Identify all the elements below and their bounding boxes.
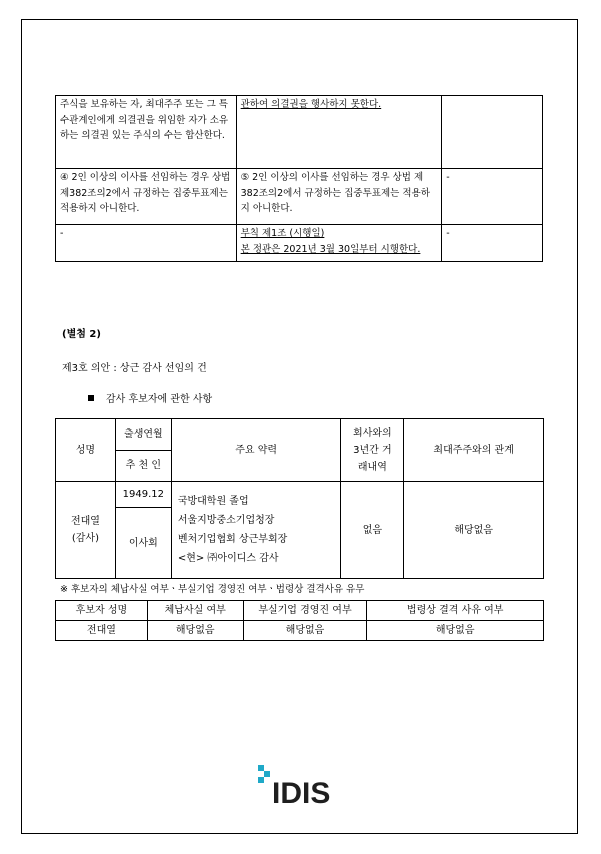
candidate-table bbox=[55, 418, 544, 579]
table-row bbox=[56, 225, 543, 262]
table-row bbox=[56, 621, 544, 641]
table-row bbox=[56, 482, 544, 508]
header-recommender: 추 천 인 bbox=[115, 450, 171, 482]
current-clause: - bbox=[56, 225, 237, 262]
amended-clause bbox=[236, 225, 442, 262]
insolvent-exec-cell: 해당없음 bbox=[243, 621, 367, 641]
header-tax-arrears: 체납사실 여부 bbox=[147, 601, 243, 621]
amendment-table bbox=[55, 95, 543, 262]
candidate-transactions: 없음 bbox=[341, 482, 404, 579]
remark-cell: - bbox=[442, 225, 543, 262]
current-clause: ④ 2인 이상의 이사를 선임하는 경우 상법 제382조의2에서 규정하는 집중투표제는 적용하지 아니한다. bbox=[56, 169, 237, 225]
disqualification-table bbox=[55, 600, 544, 641]
addendum-body: 본 정관은 2021년 3월 30일부터 시행한다. bbox=[240, 243, 421, 255]
remark-cell bbox=[442, 96, 543, 169]
header-career: 주요 약력 bbox=[171, 419, 341, 482]
candidate-name-cell: 전대열 bbox=[56, 621, 148, 641]
header-transactions: 회사와의 3년간 거래내역 bbox=[341, 419, 404, 482]
amended-clause: 관하여 의결권을 행사하지 못한다. bbox=[236, 96, 442, 169]
square-bullet-icon bbox=[88, 395, 94, 401]
candidate-recommender: 이사회 bbox=[115, 508, 171, 579]
remark-cell: - bbox=[442, 169, 543, 225]
appendix-title: (별첨 2) bbox=[62, 329, 101, 340]
bullet-text: 감사 후보자에 관한 사항 bbox=[106, 394, 213, 405]
agenda-title: 제3호 의안 : 상근 감사 선임의 건 bbox=[62, 363, 207, 374]
candidate-birth: 1949.12 bbox=[115, 482, 171, 508]
table-header-row bbox=[56, 419, 544, 451]
bullet-heading bbox=[88, 390, 212, 405]
table-row bbox=[56, 96, 543, 169]
idis-logo-icon bbox=[258, 765, 350, 805]
candidate-relation: 해당없음 bbox=[404, 482, 544, 579]
header-candidate: 후보자 성명 bbox=[56, 601, 148, 621]
current-clause: 주식을 보유하는 자, 최대주주 또는 그 특수관계인에게 의결권을 위임한 자가 소유하는 의결권 있는 주식의 수는 합산한다. bbox=[56, 96, 237, 169]
candidate-career: 국방대학원 졸업 서울지방중소기업청장 벤처기업협회 상근부회장 <현> ㈜아이디스 감사 bbox=[171, 482, 341, 579]
header-relation: 최대주주와의 관계 bbox=[404, 419, 544, 482]
header-insolvent-exec: 부실기업 경영진 여부 bbox=[243, 601, 367, 621]
header-birth: 출생연월 bbox=[115, 419, 171, 451]
candidate-name: 전대열 (감사) bbox=[56, 482, 116, 579]
header-legal-disqualification: 법령상 결격 사유 여부 bbox=[367, 601, 544, 621]
disqualification-note: ※ 후보자의 체납사실 여부ㆍ부실기업 경영진 여부ㆍ법령상 결격사유 유무 bbox=[60, 584, 365, 595]
svg-text:IDIS: IDIS bbox=[272, 777, 331, 805]
table-header-row bbox=[56, 601, 544, 621]
idis-logo bbox=[258, 765, 350, 805]
addendum-title: 부칙 제1조 (시행일) bbox=[240, 228, 325, 239]
table-row bbox=[56, 169, 543, 225]
tax-arrears-cell: 해당없음 bbox=[147, 621, 243, 641]
amended-clause: ⑤ 2인 이상의 이사를 선임하는 경우 상법 제382조의2에서 규정하는 집중투표제는 적용하지 아니한다. bbox=[236, 169, 442, 225]
header-name: 성명 bbox=[56, 419, 116, 482]
legal-disqualification-cell: 해당없음 bbox=[367, 621, 544, 641]
